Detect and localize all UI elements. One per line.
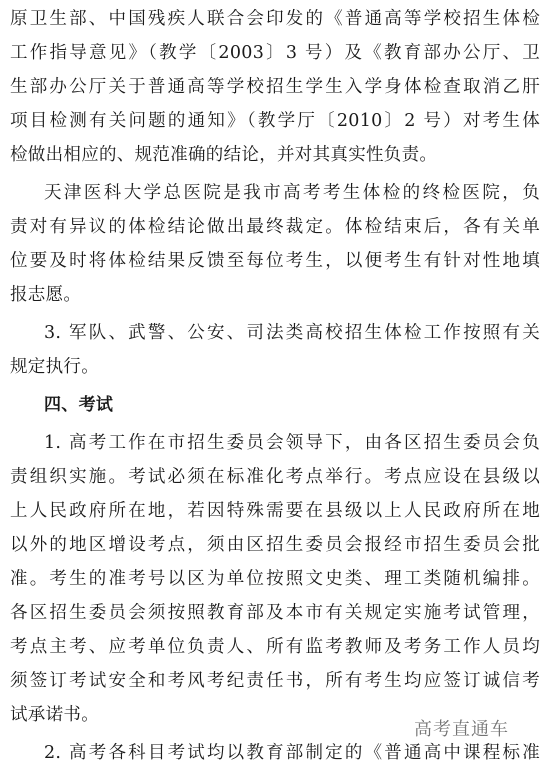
text-line-3: 生部办公厅关于普通高等学校招生学生入学身体检查取消乙肝 bbox=[10, 77, 540, 97]
text-line-15: 上人民政府所在地，若因特殊需要在县级以上人民政府所在地 bbox=[10, 501, 540, 521]
text-line-21: 试承诺书。 bbox=[10, 705, 99, 725]
text-line-19: 考点主考、应考单位负责人、所有监考教师及考务工作人员均 bbox=[10, 637, 540, 657]
text-line-1: 原卫生部、中国残疾人联合会印发的《普通高等学校招生体检 bbox=[10, 9, 540, 29]
text-line-16: 以外的地区增设考点，须由区招生委员会报经市招生委员会批 bbox=[10, 535, 540, 555]
text-line-20: 须签订考试安全和考风考纪责任书，所有考生均应签订诚信考 bbox=[10, 671, 540, 691]
text-line-17: 准。考生的准考号以区为单位按照文史类、理工类随机编排。 bbox=[10, 569, 540, 589]
text-line-5: 检做出相应的、规范准确的结论，并对其真实性负责。 bbox=[10, 145, 438, 165]
text-line-4: 项目检测有关问题的通知》（教学厅〔2010〕2 号）对考生体 bbox=[10, 111, 540, 131]
text-line-2: 工作指导意见》（教学〔2003〕3 号）及《教育部办公厅、卫 bbox=[10, 43, 540, 63]
section-heading: 四、考试 bbox=[44, 395, 114, 415]
text-line-9: 报志愿。 bbox=[10, 285, 82, 305]
text-line-13: 1. 高考工作在市招生委员会领导下，由各区招生委员会负 bbox=[44, 433, 540, 453]
text-line-18: 各区招生委员会须按照教育部及本市有关规定实施考试管理， bbox=[10, 603, 540, 623]
text-line-11: 规定执行。 bbox=[10, 357, 99, 377]
text-line-8: 位要及时将体检结果反馈至每位考生，以便考生有针对性地填 bbox=[10, 251, 540, 271]
watermark: 高考直通车 bbox=[414, 719, 509, 740]
text-line-10: 3. 军队、武警、公安、司法类高校招生体检工作按照有关 bbox=[44, 323, 540, 343]
text-line-7: 责对有异议的体检结论做出最终裁定。体检结束后，各有关单 bbox=[10, 217, 540, 237]
text-line-6: 天津医科大学总医院是我市高考考生体检的终检医院，负 bbox=[44, 183, 540, 203]
text-line-22: 2. 高考各科目考试均以教育部制定的《普通高中课程标准 bbox=[44, 743, 540, 763]
text-line-14: 责组织实施。考试必须在标准化考点举行。考点应设在县级以 bbox=[10, 467, 540, 487]
